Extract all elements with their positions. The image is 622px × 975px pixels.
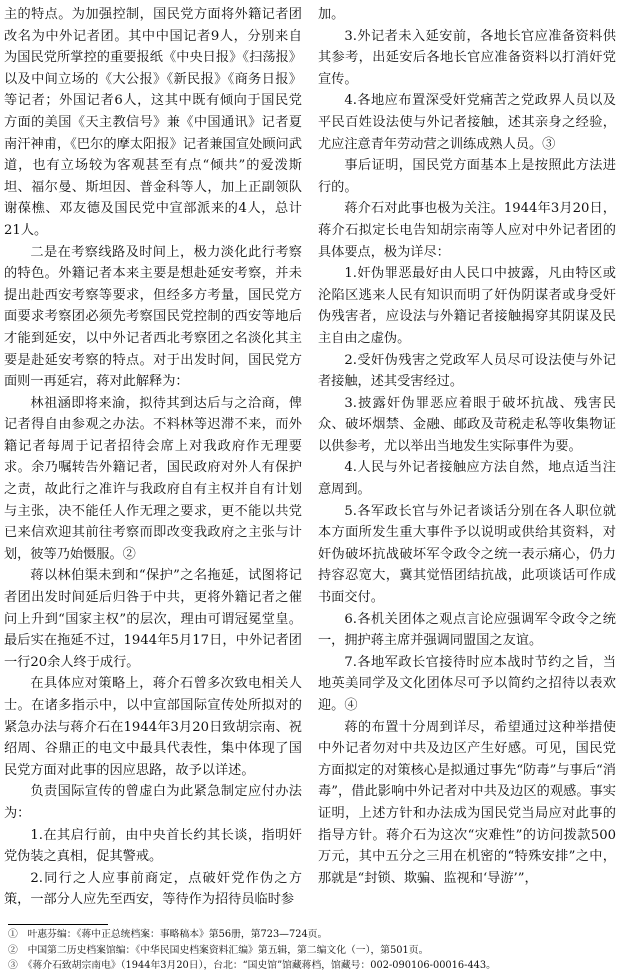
paragraph: 蒋以林伯渠未到和“保护”之名拖延，试图将记者团出发时间延后归咎于中共，更将外籍记者之催问上升到“国家主权”的层次，理由可谓冠冕堂皇。最后实在拖延不过，1944年5月17日，中外记者团一行20余人终于成行。 bbox=[4, 568, 302, 670]
left-column bbox=[4, 4, 302, 911]
paragraph: 在具体应对策略上，蒋介石曾多次致电相关人士。在诸多指示中，以中宣部国际宣传处所拟对的紧急办法与蒋介石在1944年3月20日致胡宗南、祝绍周、谷鼎正的电文中最具代表性，集中体现了国民党方面对此事的因应思路，故予以详述。 bbox=[4, 676, 302, 778]
paragraph: 二是在考察线路及时间上，极力淡化此行考察的特色。外籍记者本来主要是想赴延安考察，并未提出赴西安考察等要求，但经多方考量，国民党方面要求考察团必须先考察国民党控制的西安等地后才能到延安，以中外记者西北考察团之名淡化其主要是赴延安考察的特点。对于出发时间，国民党方面则一再延宕，蒋对此解释为： bbox=[4, 244, 302, 390]
quoted-paragraph: 林祖涵即将来渝，拟待其到达后与之洽商，俾记者得自由参观之办法。不料林等迟滞不来，而外籍记者每周于记者招待会席上对我政府作无理要求。余乃嘱转告外籍记者，国民政府对外人有保护之责，故此行之准许与我政府自有主权并自有计划与主张，决不能任人作无理之要求，更不能以共党已来信欢迎其前往考察而即改变我政府之主张与计划，彼等乃始慑服。② bbox=[4, 395, 302, 562]
paragraph: 蒋的布置十分周到详尽，希望通过这种举措使中外记者勿对中共及边区产生好感。可见，国民党方面拟定的对策核心是拟通过事先“防毒”与事后“消毒”，借此影响中外记者对中共及边区的观感。事实证明，上述方针和办法成为国民党当局应对此事的指导方针。蒋介石为这次“灾难性”的访问拨款500万元，其中五分之三用在机密的“特殊安排”之中，那就是“封锁、欺骗、监视和‘导游’”， bbox=[318, 719, 616, 886]
list-item: 4.各地应布置深受奸党痛苦之党政界人员以及平民百姓设法使与外记者接触，述其亲身之经验，尤应注意青年劳动营之训练成熟人员。③ bbox=[318, 93, 616, 152]
paragraph: 事后证明，国民党方面基本上是按照此方法进行的。 bbox=[318, 158, 616, 195]
paragraph: 负责国际宣传的曾虚白为此紧急制定应付办法为： bbox=[4, 784, 302, 821]
list-item: 1.在其启行前，由中央首长约其长谈，指明奸党伪装之真相，促其警戒。 bbox=[4, 827, 302, 865]
list-item: 5.各军政长官与外记者谈话分别在各人职位就本方面所发生重大事件予以说明或供给其资料，对奸伪破坏抗战破坏军令政令之统一表示痛心，仍力持容忍宽大，冀其觉悟团结抗战，此项谈话可作成书面交付。 bbox=[318, 503, 616, 606]
right-column bbox=[318, 4, 616, 889]
list-item: 3.披露奸伪罪恶应着眼于破坏抗战、残害民众、破坏烟禁、金融、邮政及苛税走私等收集物证以供参考，尤以举出当地发生实际事件为要。 bbox=[318, 395, 616, 454]
footnote-divider bbox=[8, 924, 108, 925]
list-item: 4.人民与外记者接触应方法自然，地点适当注意周到。 bbox=[318, 460, 616, 498]
footnote: ① 叶惠芬编：《蒋中正总统档案：事略稿本》第56册，第723—724页。 bbox=[8, 929, 328, 940]
paragraph: 蒋介石对此事也极为关注。1944年3月20日，蒋介石拟定长电告知胡宗南等人应对中外记者团的具体要点，极为详尽： bbox=[318, 201, 616, 260]
paragraph: 主的特点。为加强控制，国民党方面将外籍记者团改名为中外记者团。其中中国记者9人，分别来自为国民党所掌控的重要报纸《中央日报》《扫荡报》以及中间立场的《大公报》《新民报》《商务日报》等记者；外国记者6人，这其中既有倾向于国民党方面的美国《天主教信号》兼《中国通讯》记者夏南汗神甫，《巴尔的摩太阳报》记者兼国宣处顾问武道，也有立场较为客观甚至有点“倾共”的爱泼斯坦、福尔曼、斯坦因、普金科等人，加上正副领队谢葆樵、邓友德及国民党中宣部派来的4人，总计21人。 bbox=[4, 7, 302, 238]
list-item: 3.外记者未入延安前，各地长官应准备资料供其参考，出延安后各地长官应准备资料以打消奸党宣传。 bbox=[318, 28, 616, 87]
footnotes bbox=[8, 927, 614, 974]
list-item: 2.受奸伪残害之党政军人员尽可设法使与外记者接触，述其受害经过。 bbox=[318, 352, 616, 390]
list-item: 1.奸伪罪恶最好由人民口中披露，凡由特区或沦陷区逃来人民有知识而明了奸伪阴谋者或身受奸伪残害者，应设法与外籍记者接触揭穿其阴谋及民主自由之虚伪。 bbox=[318, 266, 616, 346]
list-item: 6.各机关团体之观点言论应强调军令政令之统一，拥护蒋主席并强调同盟国之友谊。 bbox=[318, 611, 616, 649]
footnote: ③ 《蒋介石致胡宗南电》（1944年3月20日），台北：“国史馆”馆藏蒋档，馆藏号：002-090106-00016-443。 bbox=[8, 960, 496, 971]
footnote: ② 中国第二历史档案馆编：《中华民国史档案资料汇编》第五辑，第二编文化（一），第501页。 bbox=[8, 944, 429, 956]
list-item: 2.同行之人应事前商定，点破奸党作伪之方策，一部分人应先至西安，等待作为招待员临时参 bbox=[4, 870, 302, 908]
list-item: 7.各地军政长官接待时应本战时节约之旨，当地英美同学及文化团体尽可予以简约之招待以表欢迎。④ bbox=[318, 654, 616, 713]
paragraph: 加。 bbox=[318, 7, 345, 22]
